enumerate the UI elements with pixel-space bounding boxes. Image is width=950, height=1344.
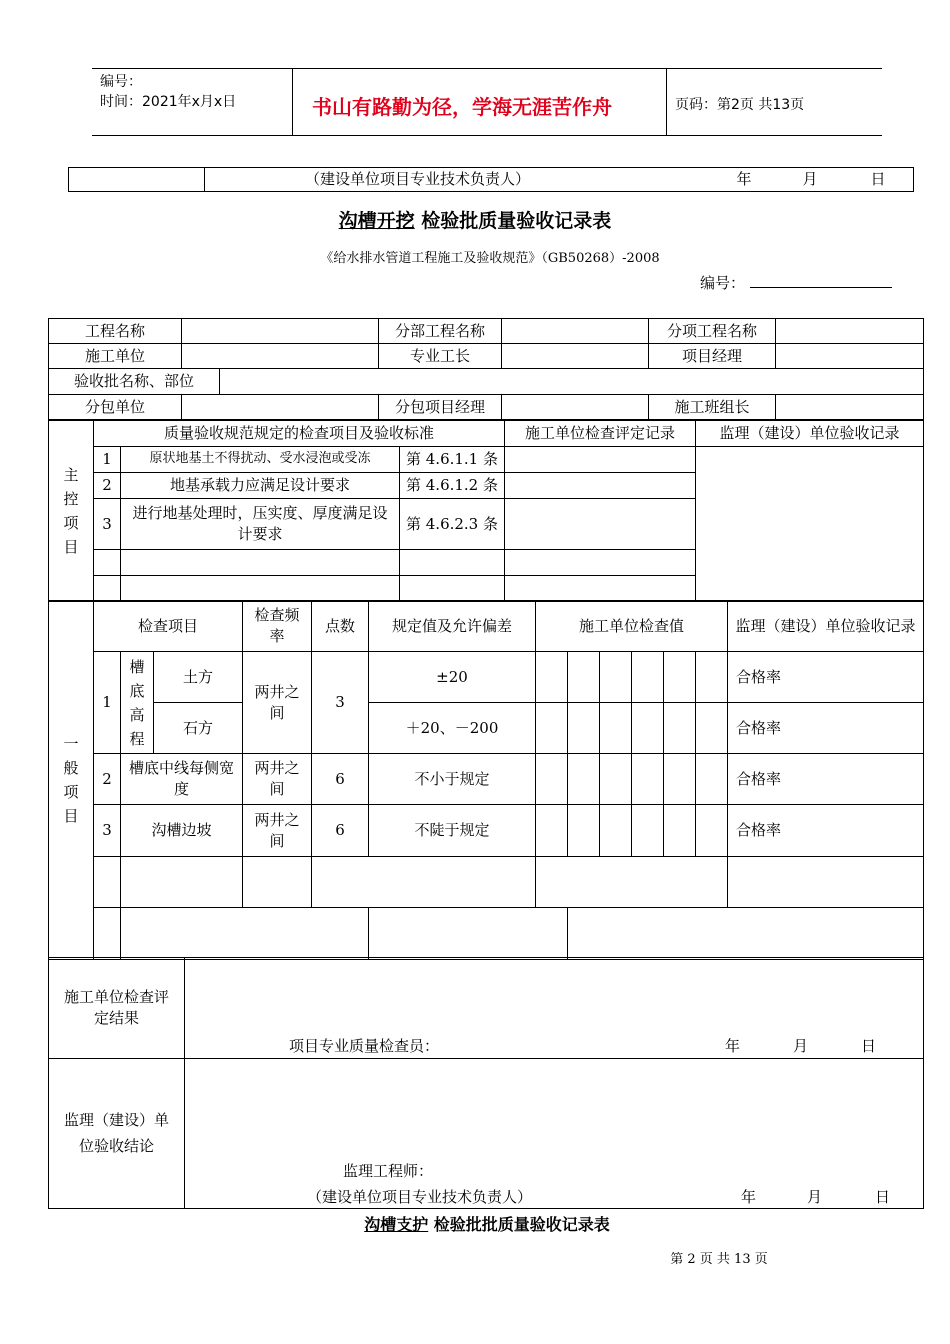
title-underlined: 沟槽开挖 (338, 210, 415, 232)
project-name-value[interactable] (182, 319, 379, 344)
project-manager-value[interactable] (776, 344, 924, 369)
form-number-label: 编号： (700, 274, 746, 292)
top-row-responsible: （建设单位项目专业技术负责人） (305, 170, 531, 188)
subcontractor-value[interactable] (182, 395, 379, 420)
check-value-cell[interactable] (696, 754, 728, 805)
supervisor-column-header: 监理（建设）单位验收记录 (696, 421, 924, 447)
tolerance-header: 规定值及允许偏差 (369, 601, 536, 652)
batch-name-label: 验收批名称、部位 (49, 369, 220, 394)
foreman-value[interactable] (502, 344, 649, 369)
rockwork-label: 石方 (154, 703, 243, 754)
form-number (700, 272, 892, 293)
check-value-cell[interactable] (696, 805, 728, 857)
sub-manager-value[interactable] (502, 395, 649, 420)
item-3-no: 3 (94, 499, 121, 550)
quality-inspector-label: 项目专业质量检查员： (289, 1037, 440, 1055)
title-rest: 检验批质量验收记录表 (414, 210, 612, 232)
top-row-day: 日 (870, 170, 886, 188)
check-value-cell[interactable] (600, 703, 632, 754)
standard-column-header: 质量验收规范规定的检查项目及验收标准 (94, 421, 505, 447)
next-title-underlined: 沟槽支护 (364, 1215, 429, 1234)
sub-project-label: 分部工程名称 (379, 319, 502, 344)
check-value-cell[interactable] (568, 754, 600, 805)
earthwork-label: 土方 (154, 652, 243, 703)
general-item-2-points: 6 (312, 754, 369, 805)
check-value-cell[interactable] (600, 754, 632, 805)
form-number-blank (750, 273, 892, 288)
check-value-cell[interactable] (568, 805, 600, 857)
contractor-value[interactable] (182, 344, 379, 369)
item-1-clause: 第 4.6.1.1 条 (400, 447, 505, 473)
header-divider-1 (292, 68, 293, 135)
empty-tolerance-cell (369, 908, 568, 960)
batch-row (49, 369, 924, 395)
empty-text-cell (121, 576, 400, 602)
item-3-text: 进行地基处理时，压实度、厚度满足设计要求 (121, 499, 400, 550)
empty-freq-cell (243, 857, 312, 908)
header-divider-2 (666, 68, 667, 135)
check-value-cell[interactable] (696, 703, 728, 754)
header-top-rule (92, 68, 882, 69)
item-project-label: 分项工程名称 (649, 319, 776, 344)
info-table (48, 318, 924, 420)
team-leader-label: 施工班组长 (649, 395, 776, 420)
foreman-label: 专业工长 (379, 344, 502, 369)
sub-project-value[interactable] (502, 319, 649, 344)
check-value-cell[interactable] (536, 703, 568, 754)
team-leader-value[interactable] (776, 395, 924, 420)
item-1-text: 原状地基土不得扰动、受水浸泡或受冻 (121, 447, 400, 473)
sub-manager-label: 分包项目经理 (379, 395, 502, 420)
header-page: 页码：第2页 共13页 (675, 97, 805, 113)
check-value-cell[interactable] (664, 805, 696, 857)
contractor-year: 年 (725, 1037, 741, 1055)
general-item-3-tolerance: 不陡于规定 (369, 805, 536, 857)
check-value-cell[interactable] (632, 805, 664, 857)
check-value-cell[interactable] (632, 652, 664, 703)
header-bottom-rule (92, 135, 882, 136)
rockwork-result: 合格率 (728, 703, 924, 754)
groove-bottom-label: 槽 底 高 程 (121, 652, 154, 754)
general-item-3-no: 3 (94, 805, 121, 857)
contractor-column-header: 施工单位检查评定记录 (505, 421, 696, 447)
top-row-sign-cell (205, 168, 914, 192)
earthwork-tolerance: ±20 (369, 652, 536, 703)
general-item-1-no: 1 (94, 652, 121, 754)
supervisor-year: 年 (741, 1188, 757, 1206)
general-item-3-freq: 两井之间 (243, 805, 312, 857)
supervising-engineer-label: 监理工程师： (343, 1162, 434, 1180)
page-footer: 第 2 页 共 13 页 (670, 1252, 768, 1267)
general-item-2-freq: 两井之间 (243, 754, 312, 805)
contractor-result-area[interactable] (185, 958, 924, 1059)
next-title-rest: 检验批批质量验收记录表 (428, 1215, 610, 1234)
empty-record-cell[interactable] (728, 857, 924, 908)
top-row-month: 月 (802, 170, 818, 188)
item-3-contractor-record[interactable] (505, 499, 696, 550)
contractor-day: 日 (861, 1037, 877, 1055)
empty-text-cell (121, 550, 400, 576)
general-item-1-freq: 两井之间 (243, 652, 312, 754)
main-control-label: 主 控 项 目 (49, 421, 94, 602)
check-value-cell[interactable] (664, 703, 696, 754)
item-project-value[interactable] (776, 319, 924, 344)
empty-values-cell[interactable] (536, 857, 728, 908)
main-control-supervisor-record[interactable] (696, 447, 924, 602)
contractor-month: 月 (793, 1037, 809, 1055)
earthwork-result: 合格率 (728, 652, 924, 703)
empty-no-cell (94, 550, 121, 576)
points-header: 点数 (312, 601, 369, 652)
supervisor-record-header: 监理（建设）单位验收记录 (728, 601, 924, 652)
page-title (0, 206, 950, 233)
item-1-contractor-record[interactable] (505, 447, 696, 473)
standard-reference: 《给水排水管道工程施工及验收规范》（GB50268）-2008 (320, 251, 660, 266)
item-3-clause: 第 4.6.2.3 条 (400, 499, 505, 550)
general-item-3-points: 6 (312, 805, 369, 857)
empty-no-cell (94, 857, 121, 908)
main-control-table (48, 420, 924, 602)
supervisor-result-label: 监理（建设）单位验收结论 (49, 1059, 185, 1209)
check-value-cell[interactable] (536, 652, 568, 703)
empty-no-cell (94, 576, 121, 602)
check-value-cell[interactable] (568, 652, 600, 703)
top-row-year: 年 (736, 170, 752, 188)
item-2-no: 2 (94, 473, 121, 499)
item-2-clause: 第 4.6.1.2 条 (400, 473, 505, 499)
general-item-2-tolerance: 不小于规定 (369, 754, 536, 805)
header-number: 编号： (100, 74, 142, 90)
general-item-2-no: 2 (94, 754, 121, 805)
rockwork-tolerance: ＋20、－200 (369, 703, 536, 754)
next-table-title (0, 1212, 950, 1235)
header-motto: 书山有路勤为径，学海无涯苦作舟 (312, 95, 612, 119)
project-name-label: 工程名称 (49, 319, 182, 344)
item-1-no: 1 (94, 447, 121, 473)
check-value-cell[interactable] (536, 805, 568, 857)
header-time: 时间：2021年x月x日 (100, 94, 237, 110)
empty-no-cell (94, 908, 121, 960)
check-value-cell[interactable] (632, 703, 664, 754)
check-value-cell[interactable] (568, 703, 600, 754)
check-value-cell[interactable] (536, 754, 568, 805)
contractor-result-label: 施工单位检查评定结果 (49, 958, 185, 1059)
item-2-text: 地基承载力应满足设计要求 (121, 473, 400, 499)
check-value-cell[interactable] (632, 754, 664, 805)
contractor-label: 施工单位 (49, 344, 182, 369)
empty-clause-cell (400, 576, 505, 602)
empty-record-cell[interactable] (505, 576, 696, 602)
contractor-result-table (48, 957, 924, 1209)
check-value-cell[interactable] (696, 652, 728, 703)
empty-record-cell[interactable] (505, 550, 696, 576)
check-value-cell[interactable] (600, 652, 632, 703)
general-item-2-result: 合格率 (728, 754, 924, 805)
general-item-1-points: 3 (312, 652, 369, 754)
general-item-3-name: 沟槽边坡 (121, 805, 243, 857)
supervisor-responsible: （建设单位项目专业技术负责人） (307, 1188, 533, 1206)
values-header: 施工单位检查值 (536, 601, 728, 652)
check-value-cell[interactable] (664, 652, 696, 703)
general-item-2-name: 槽底中线每侧宽度 (121, 754, 243, 805)
check-value-cell[interactable] (600, 805, 632, 857)
empty-tolerance-cell (312, 857, 536, 908)
supervisor-day: 日 (875, 1188, 891, 1206)
check-item-header: 检查项目 (94, 601, 243, 652)
item-2-contractor-record[interactable] (505, 473, 696, 499)
general-item-3-result: 合格率 (728, 805, 924, 857)
empty-name-cell (121, 908, 369, 960)
top-row-empty-cell (69, 168, 205, 192)
empty-clause-cell (400, 550, 505, 576)
empty-record-cell[interactable] (568, 908, 924, 960)
check-value-cell[interactable] (664, 754, 696, 805)
subcontractor-label: 分包单位 (49, 395, 182, 420)
empty-name-cell (121, 857, 243, 908)
project-manager-label: 项目经理 (649, 344, 776, 369)
general-items-label: 一 般 项 目 (49, 601, 94, 960)
supervisor-month: 月 (807, 1188, 823, 1206)
supervisor-result-area[interactable] (185, 1059, 924, 1209)
frequency-header: 检查频率 (243, 601, 312, 652)
top-carryover-row (68, 167, 914, 192)
general-items-table (48, 600, 924, 960)
